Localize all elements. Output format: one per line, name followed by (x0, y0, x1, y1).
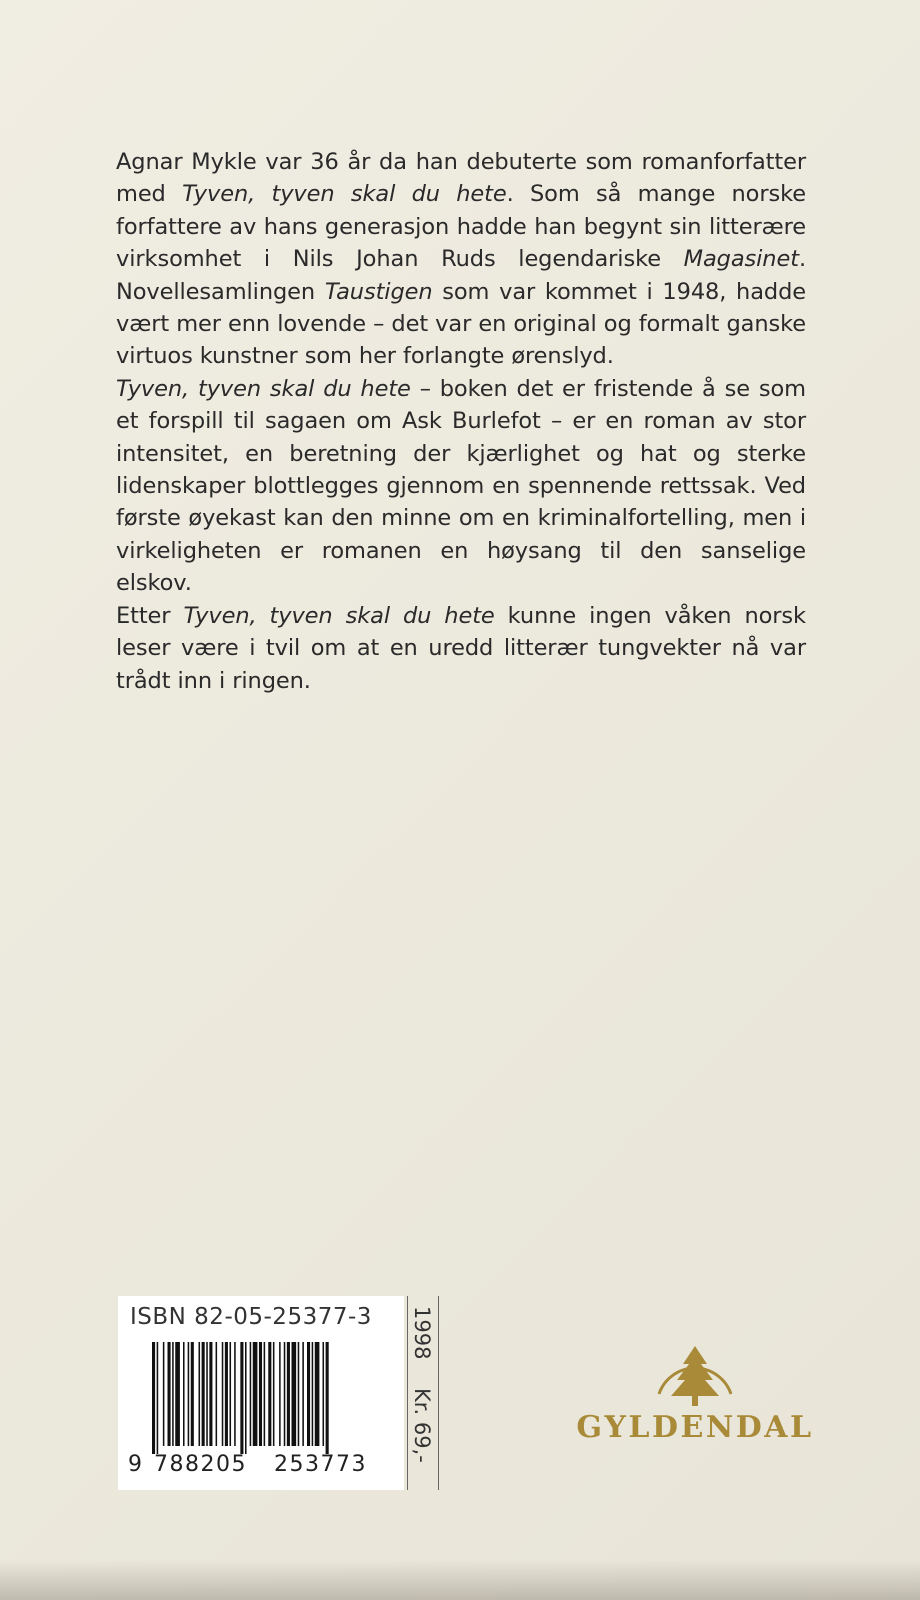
divider-line (438, 1296, 439, 1490)
edition-year: 1998 (410, 1306, 434, 1360)
barcode-bar (284, 1342, 286, 1446)
barcode-bar (264, 1342, 266, 1446)
ean-first-digit: 9 (128, 1452, 142, 1477)
divider-line (407, 1296, 408, 1490)
barcode-bar (253, 1342, 258, 1446)
barcode-bar (188, 1342, 190, 1446)
blurb-text-run: . Novellesamlingen (116, 246, 806, 305)
barcode-bar (323, 1342, 325, 1446)
barcode-bar (222, 1342, 224, 1446)
blurb-paragraph-3 (116, 600, 806, 697)
barcode-bar (216, 1342, 218, 1446)
barcode-bar (302, 1342, 304, 1446)
barcode-bar (307, 1342, 310, 1446)
barcode-bar (234, 1342, 236, 1446)
barcode-bar (199, 1342, 201, 1446)
barcode-bar (230, 1342, 232, 1446)
barcode-bar (175, 1342, 180, 1446)
blurb-paragraph-2 (116, 373, 806, 600)
barcode-label (118, 1296, 404, 1490)
publisher-name: GYLDENDAL (576, 1410, 814, 1445)
blurb-paragraph-1 (116, 146, 806, 373)
barcode-bar (315, 1342, 320, 1446)
barcode-bar (250, 1342, 252, 1446)
barcode-bar (259, 1342, 262, 1446)
barcode-bar (245, 1342, 247, 1454)
blurb-text-run: – boken det er fristende å se som et forspill til sagaen om Ask Burlefot – er en roman av stor intensitet, en beretning der kjærlighet og hat og sterke lidenskaper blottlegges gjennom en spennende rettssak. Ved første øyekast kan den minne om en kriminalfortelling, men i virkeligheten er romanen en høysang til den sanselige elskov. (116, 375, 806, 597)
barcode-bar (240, 1342, 243, 1454)
book-title-italic: Tyven, tyven skal du hete (183, 602, 495, 629)
blurb-text-run: . Som så mange norske forfattere av hans generasjon hadde han begynt sin litterære virksomhet i Nils Johan Ruds legendariske (116, 181, 806, 273)
barcode-bar (157, 1342, 159, 1454)
barcode-bar (273, 1342, 275, 1446)
barcode-bars (152, 1342, 392, 1454)
barcode-bar (209, 1342, 212, 1446)
barcode-bar (279, 1342, 281, 1446)
barcode-bar (225, 1342, 228, 1446)
barcode-bar (268, 1342, 271, 1446)
barcode-bar (183, 1342, 185, 1446)
barcode-bar (326, 1342, 329, 1454)
barcode-bar (312, 1342, 314, 1446)
spruce-tree-icon (653, 1334, 737, 1412)
isbn-number: ISBN 82-05-25377-3 (130, 1304, 372, 1330)
barcode-bar (168, 1342, 171, 1446)
book-title-italic: Tyven, tyven skal du hete (116, 375, 411, 402)
barcode-bar (292, 1342, 297, 1446)
barcode-bar (202, 1342, 205, 1446)
barcode-bar (152, 1342, 155, 1454)
barcode-bar (298, 1342, 300, 1446)
ean-right-digits: 253773 (274, 1452, 367, 1477)
blurb-text-run: kunne ingen våken norsk leser være i tvil om at en uredd litterær tungvekter nå var trådt inn i ringen. (116, 602, 806, 694)
collection-title-italic: Taustigen (324, 278, 433, 305)
blurb-text (116, 146, 806, 697)
price-label: Kr. 69,- (410, 1388, 434, 1463)
blurb-text-run: Agnar Mykle var 36 år da han debuterte som romanforfatter med (116, 149, 806, 208)
book-title-italic: Tyven, tyven skal du hete (182, 181, 507, 208)
barcode-bar (191, 1342, 194, 1446)
publisher-logo (555, 1328, 835, 1458)
blurb-text-run: som var kommet i 1948, hadde vært mer enn lovende – det var en original og formalt ganske virtuos kunstner som her forlangte ørenslyd. (116, 278, 806, 370)
blurb-text-run: Etter (116, 602, 184, 629)
barcode-bar (172, 1342, 174, 1446)
magazine-title-italic: Magasinet (683, 246, 799, 273)
barcode-bar (206, 1342, 208, 1446)
ean-left-digits: 788205 (154, 1452, 247, 1477)
barcode-bar (163, 1342, 165, 1446)
barcode-bar (287, 1342, 290, 1446)
